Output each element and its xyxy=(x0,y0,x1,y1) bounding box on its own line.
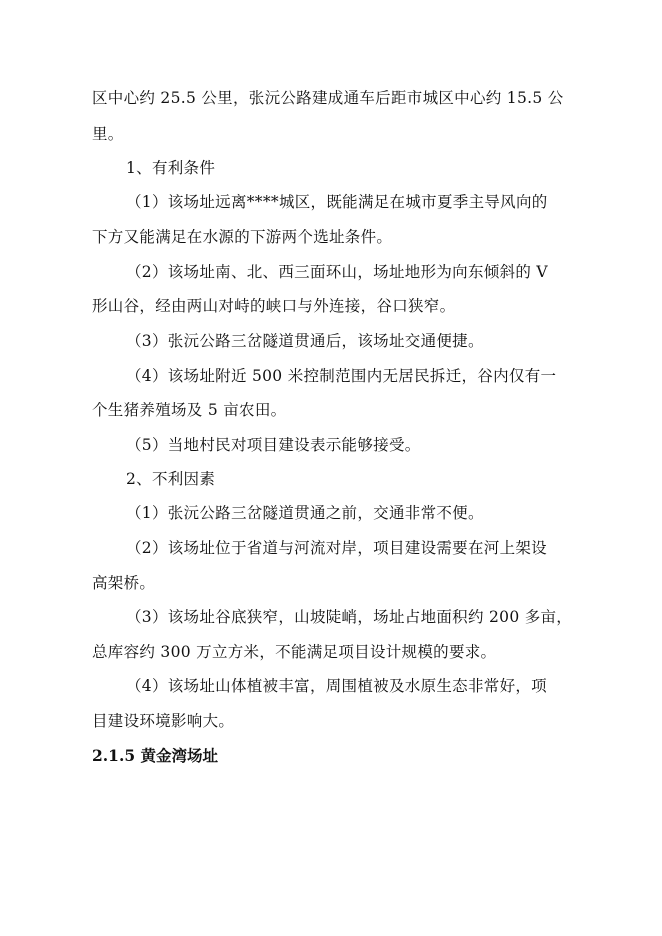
body-text-line: 里。 xyxy=(92,125,124,143)
body-text-line: 目建设环境影响大。 xyxy=(92,712,235,730)
body-text-line: （4）该场址山体植被丰富，周围植被及水原生态非常好，项 xyxy=(126,677,547,695)
subsection-heading-favorable: 1、有利条件 xyxy=(126,159,216,177)
body-text-line: 形山谷，经由两山对峙的峡口与外连接，谷口狭窄。 xyxy=(92,297,456,315)
body-text-line: （1）该场址远离****城区，既能满足在城市夏季主导风向的 xyxy=(126,193,548,211)
subsection-heading-unfavorable: 2、不利因素 xyxy=(126,470,216,488)
body-text-line: （3）该场址谷底狭窄，山坡陡峭，场址占地面积约 200 多亩， xyxy=(126,608,573,626)
body-text-line: 个生猪养殖场及 5 亩农田。 xyxy=(92,401,287,419)
body-text-line: （2）该场址南、北、西三面环山，场址地形为向东倾斜的 V xyxy=(126,263,548,281)
body-text-line: 总库容约 300 万立方米，不能满足项目设计规模的要求。 xyxy=(92,643,497,661)
body-text-line: （2）该场址位于省道与河流对岸，项目建设需要在河上架设 xyxy=(126,539,547,557)
body-text-line: 下方又能满足在水源的下游两个选址条件。 xyxy=(92,228,393,246)
body-text-line: （5）当地村民对项目建设表示能够接受。 xyxy=(126,436,421,454)
body-text-line: 区中心约 25.5 公里，张沅公路建成通车后距市城区中心约 15.5 公 xyxy=(92,89,564,107)
body-text-line: （1）张沅公路三岔隧道贯通之前，交通非常不便。 xyxy=(126,504,484,522)
body-text-line: （4）该场址附近 500 米控制范围内无居民拆迁，谷内仅有一 xyxy=(126,367,557,385)
section-heading: 2.1.5 黄金湾场址 xyxy=(92,746,219,765)
body-text-line: （3）张沅公路三岔隧道贯通后，该场址交通便捷。 xyxy=(126,332,484,350)
body-text-line: 高架桥。 xyxy=(92,574,156,592)
